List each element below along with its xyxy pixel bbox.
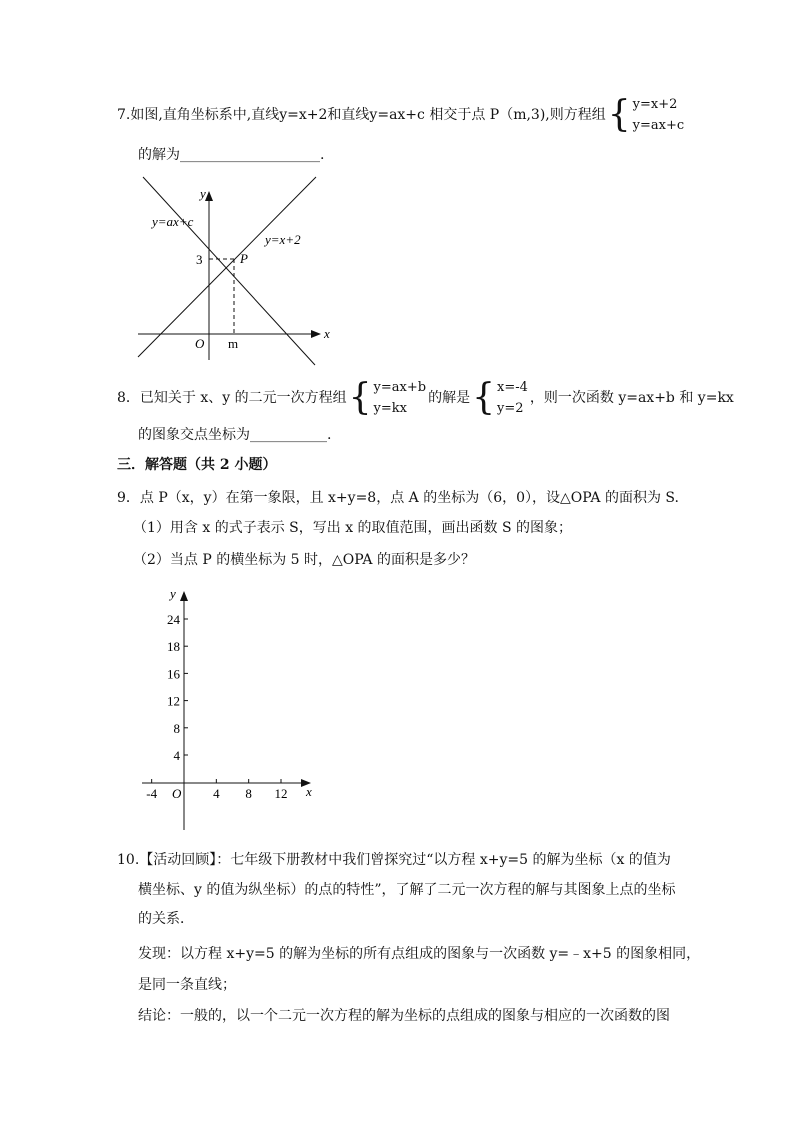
origin: O: [172, 786, 182, 801]
y-tick-label: 24: [167, 612, 180, 627]
q8-text-a: 8．已知关于 x、y 的二元一次方程组: [117, 390, 347, 406]
x-tick-label: -4: [146, 786, 158, 801]
brace-icon: {: [348, 377, 372, 418]
q8-system-group: [349, 377, 426, 419]
equation: y=ax+b: [373, 380, 427, 395]
q10-line: 结论：一般的，以一个二元一次方程的解为坐标的点组成的图象与相应的一次函数的图: [138, 1008, 670, 1024]
equation: x=-4: [496, 380, 528, 395]
q8-solution: [497, 377, 528, 419]
q10-line: 是同一条直线；: [138, 977, 236, 993]
q10-line: 发现：以方程 x+y=5 的解为坐标的所有点组成的图象与一次函数 y=﹣x+5 的图象相同，: [138, 946, 701, 962]
q7-answer-line: 的解为____________________.: [138, 147, 325, 163]
line-y-x-plus-2: [138, 177, 316, 357]
q8-text-b: 的解是: [428, 390, 471, 406]
y-tick-label: 8: [173, 720, 180, 736]
point-p: P: [240, 251, 248, 266]
q8-text-c: ，则一次函数 y=ax+b 和 y=kx: [529, 390, 734, 406]
equation: y=x+2: [632, 97, 678, 112]
q9-part2: （2）当点 P 的横坐标为 5 时，△OPA 的面积是多少？: [133, 552, 475, 568]
q10-line: 10.【活动回顾】：七年级下册教材中我们曾探究过“以方程 x+y=5 的解为坐标（x 的值为: [117, 852, 671, 868]
q9-text: 9．点 P（x，y）在第一象限，且 x+y=8，点 A 的坐标为（6，0），设△OPA 的面积为 S.: [117, 490, 679, 506]
y-tick-label: 4: [173, 748, 180, 763]
q8-answer-line: 的图象交点坐标为___________.: [138, 427, 332, 443]
section-heading: 三．解答题（共 2 小题）: [117, 457, 277, 473]
equation: y=2: [496, 401, 524, 416]
y-axis-label: y: [170, 586, 176, 601]
q10-line: 横坐标、y 的值为纵坐标）的点的特性”，了解了二元一次方程的解与其图象上点的坐标: [138, 882, 676, 898]
label-line1: y=ax+c: [152, 214, 194, 229]
x-axis-label: x: [306, 784, 312, 799]
x-tick-label: 8: [245, 786, 252, 801]
y-value: 3: [196, 252, 203, 267]
x-tick-label: 4: [213, 786, 220, 801]
q8-row: [117, 377, 754, 419]
brace-icon: {: [472, 377, 495, 418]
origin: O: [195, 336, 205, 351]
x-value: m: [228, 336, 239, 351]
y-axis-label: y: [200, 186, 206, 201]
equation: y=ax+c: [632, 118, 685, 133]
q9-part1: （1）用含 x 的式子表示 S，写出 x 的取值范围，画出函数 S 的图象；: [133, 520, 573, 536]
brace-icon: {: [607, 94, 631, 135]
q9-figure: [0, 576, 794, 840]
q8-solution-group: [472, 377, 528, 419]
y-tick-label: 16: [167, 666, 180, 682]
q10-line: 的关系．: [138, 911, 194, 927]
y-tick-label: 18: [167, 639, 180, 655]
y-tick-label: 12: [167, 693, 180, 709]
x-axis-label: x: [324, 326, 330, 341]
q8-system: [374, 377, 427, 419]
q7-text: 7.如图,直角坐标系中,直线y=x+2和直线y=ax+c 相交于点 P（m,3),则方程组: [117, 107, 606, 123]
x-tick-label: 12: [274, 786, 288, 801]
equation: y=kx: [373, 401, 407, 416]
q7-figure: [0, 0, 794, 372]
label-line2: y=x+2: [265, 232, 301, 247]
